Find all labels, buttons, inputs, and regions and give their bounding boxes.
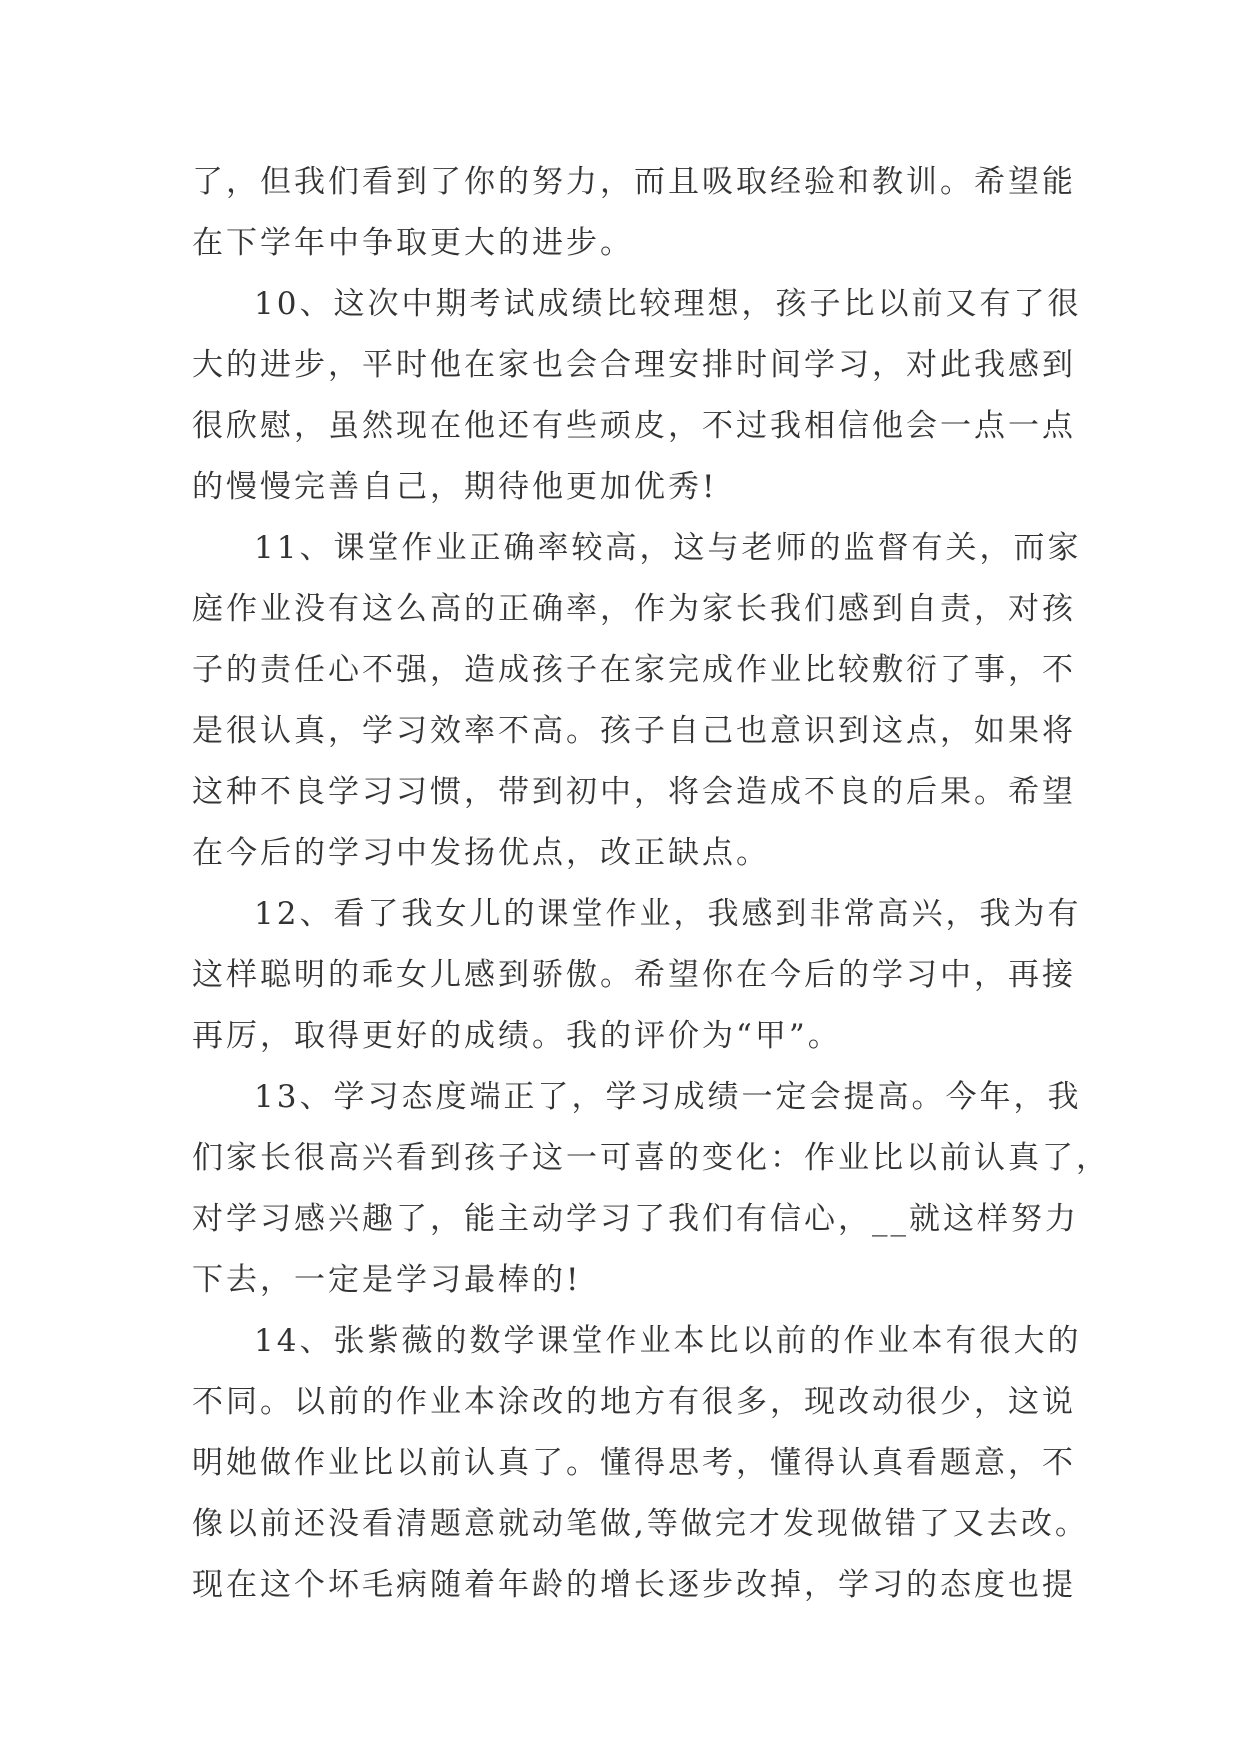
text-line: 大的进步，平时他在家也会合理安排时间学习，对此我感到 — [192, 347, 1076, 383]
text-line: 子的责任心不强，造成孩子在家完成作业比较敷衍了事，不 — [192, 652, 1076, 688]
paragraph-start-14: 14、张紫薇的数学课堂作业本比以前的作业本有很大的 — [254, 1323, 1082, 1359]
text-line: 在下学年中争取更大的进步。 — [192, 225, 634, 261]
paragraph-start-12: 12、看了我女儿的课堂作业，我感到非常高兴，我为有 — [254, 896, 1082, 932]
text-line: 很欣慰，虽然现在他还有些顽皮，不过我相信他会一点一点 — [192, 408, 1076, 444]
text-line: 这种不良学习习惯，带到初中，将会造成不良的后果。希望 — [192, 774, 1076, 810]
text-line: 在今后的学习中发扬优点，改正缺点。 — [192, 835, 770, 871]
text-line: 了，但我们看到了你的努力，而且吸取经验和教训。希望能 — [192, 164, 1076, 200]
document-body — [192, 160, 1110, 1624]
text-line: 是很认真，学习效率不高。孩子自己也意识到这点，如果将 — [192, 713, 1076, 749]
paragraph-start-11: 11、课堂作业正确率较高，这与老师的监督有关，而家 — [254, 530, 1082, 566]
text-line: 现在这个坏毛病随着年龄的增长逐步改掉，学习的态度也提 — [192, 1567, 1076, 1603]
text-line: 们家长很高兴看到孩子这一可喜的变化：作业比以前认真了， — [192, 1140, 1110, 1176]
text-line: 庭作业没有这么高的正确率，作为家长我们感到自责，对孩 — [192, 591, 1076, 627]
paragraph-start-13: 13、学习态度端正了，学习成绩一定会提高。今年，我 — [254, 1079, 1082, 1115]
text-line: 再厉，取得更好的成绩。我的评价为“甲”。 — [192, 1018, 842, 1054]
paragraph-start-10: 10、这次中期考试成绩比较理想，孩子比以前又有了很 — [254, 286, 1082, 322]
text-line: 明她做作业比以前认真了。懂得思考，懂得认真看题意，不 — [192, 1445, 1076, 1481]
text-line: 像以前还没看清题意就动笔做,等做完才发现做错了又去改。 — [192, 1506, 1089, 1542]
text-line: 对学习感兴趣了，能主动学习了我们有信心，__就这样努力 — [192, 1201, 1079, 1237]
text-line: 的慢慢完善自己，期待他更加优秀! — [192, 469, 718, 505]
text-line: 下去，一定是学习最棒的! — [192, 1262, 582, 1298]
text-line: 不同。以前的作业本涂改的地方有很多，现改动很少，这说 — [192, 1384, 1076, 1420]
text-line: 这样聪明的乖女儿感到骄傲。希望你在今后的学习中，再接 — [192, 957, 1076, 993]
